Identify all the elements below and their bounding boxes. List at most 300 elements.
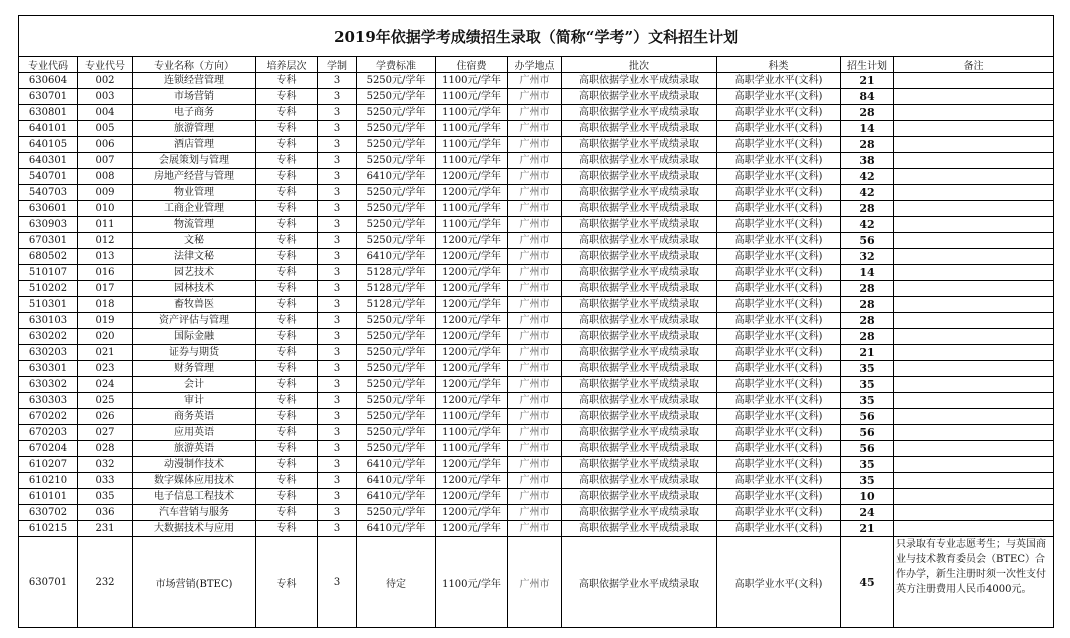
cell-note [894,217,1054,233]
cell-category: 高职学业水平(文科) [717,73,841,89]
cell-note [894,89,1054,105]
cell-batch: 高职依据学业水平成绩录取 [562,281,717,297]
cell-note [894,409,1054,425]
cell-num: 024 [78,377,133,393]
cell-plan: 24 [841,505,894,521]
cell-num: 023 [78,361,133,377]
cell-name: 电子信息工程技术 [133,489,256,505]
cell-note [894,441,1054,457]
cell-housing: 1100元/学年 [436,89,508,105]
cell-years: 3 [318,521,357,537]
cell-code: 610210 [19,473,78,489]
cell-num: 021 [78,345,133,361]
cell-batch: 高职依据学业水平成绩录取 [562,89,717,105]
cell-name: 法律文秘 [133,249,256,265]
cell-tuition: 5250元/学年 [357,377,436,393]
cell-years: 3 [318,73,357,89]
cell-name: 市场营销 [133,89,256,105]
cell-location: 广州市 [508,441,562,457]
cell-batch: 高职依据学业水平成绩录取 [562,297,717,313]
cell-level: 专科 [256,89,318,105]
cell-tuition: 5250元/学年 [357,425,436,441]
cell-years: 3 [318,457,357,473]
cell-name: 园林技术 [133,281,256,297]
cell-note [894,329,1054,345]
cell-housing: 1200元/学年 [436,489,508,505]
cell-years: 3 [318,201,357,217]
cell-years: 3 [318,217,357,233]
cell-level: 专科 [256,489,318,505]
cell-note [894,233,1054,249]
table-row [19,409,1054,425]
last-row-body [19,537,1054,628]
cell-num: 019 [78,313,133,329]
cell-tuition: 5250元/学年 [357,313,436,329]
cell-code: 630203 [19,345,78,361]
table-row [19,169,1054,185]
cell-years: 3 [318,441,357,457]
cell-num: 007 [78,153,133,169]
cell-code: 630303 [19,393,78,409]
cell-tuition: 5250元/学年 [357,505,436,521]
cell-years: 3 [318,361,357,377]
cell-tuition: 5250元/学年 [357,121,436,137]
table-row [19,457,1054,473]
cell-plan: 35 [841,377,894,393]
cell-tuition: 待定 [357,537,436,628]
cell-level: 专科 [256,217,318,233]
cell-level: 专科 [256,361,318,377]
cell-years: 3 [318,425,357,441]
cell-housing: 1200元/学年 [436,249,508,265]
cell-tuition: 5250元/学年 [357,345,436,361]
table-row [19,233,1054,249]
cell-level: 专科 [256,441,318,457]
cell-location: 广州市 [508,409,562,425]
cell-plan: 28 [841,201,894,217]
cell-plan: 35 [841,393,894,409]
cell-tuition: 6410元/学年 [357,473,436,489]
cell-level: 专科 [256,473,318,489]
cell-plan: 32 [841,249,894,265]
cell-location: 广州市 [508,361,562,377]
cell-housing: 1100元/学年 [436,441,508,457]
cell-tuition: 5250元/学年 [357,153,436,169]
table-row [19,329,1054,345]
table-row [19,313,1054,329]
cell-tuition: 5250元/学年 [357,105,436,121]
cell-location: 广州市 [508,457,562,473]
cell-tuition: 6410元/学年 [357,521,436,537]
cell-location: 广州市 [508,393,562,409]
cell-tuition: 6410元/学年 [357,169,436,185]
cell-num: 008 [78,169,133,185]
cell-code: 510301 [19,297,78,313]
cell-code: 610215 [19,521,78,537]
cell-location: 广州市 [508,281,562,297]
cell-batch: 高职依据学业水平成绩录取 [562,393,717,409]
cell-note [894,521,1054,537]
cell-tuition: 5250元/学年 [357,441,436,457]
table-row [19,201,1054,217]
cell-tuition: 5128元/学年 [357,265,436,281]
cell-location: 广州市 [508,377,562,393]
cell-location: 广州市 [508,473,562,489]
col-header-years: 学制 [318,57,357,73]
cell-housing: 1100元/学年 [436,105,508,121]
cell-plan: 28 [841,297,894,313]
cell-location: 广州市 [508,201,562,217]
cell-category: 高职学业水平(文科) [717,393,841,409]
cell-code: 630701 [19,537,78,628]
cell-level: 专科 [256,185,318,201]
cell-plan: 42 [841,217,894,233]
cell-name: 会计 [133,377,256,393]
cell-tuition: 5250元/学年 [357,233,436,249]
cell-plan: 21 [841,345,894,361]
cell-note [894,73,1054,89]
cell-plan: 42 [841,169,894,185]
col-header-location: 办学地点 [508,57,562,73]
cell-num: 011 [78,217,133,233]
cell-tuition: 5250元/学年 [357,393,436,409]
cell-category: 高职学业水平(文科) [717,233,841,249]
col-header-name: 专业名称（方向） [133,57,256,73]
cell-name: 汽车营销与服务 [133,505,256,521]
cell-note [894,505,1054,521]
cell-level: 专科 [256,201,318,217]
cell-batch: 高职依据学业水平成绩录取 [562,425,717,441]
cell-batch: 高职依据学业水平成绩录取 [562,377,717,393]
cell-housing: 1100元/学年 [436,537,508,628]
table-row [19,297,1054,313]
cell-plan: 35 [841,361,894,377]
cell-category: 高职学业水平(文科) [717,409,841,425]
cell-code: 630801 [19,105,78,121]
cell-location: 广州市 [508,265,562,281]
cell-housing: 1200元/学年 [436,521,508,537]
cell-years: 3 [318,121,357,137]
cell-code: 630903 [19,217,78,233]
cell-name: 物流管理 [133,217,256,233]
cell-num: 028 [78,441,133,457]
cell-housing: 1200元/学年 [436,329,508,345]
cell-num: 006 [78,137,133,153]
cell-category: 高职学业水平(文科) [717,329,841,345]
cell-category: 高职学业水平(文科) [717,281,841,297]
cell-name: 国际金融 [133,329,256,345]
cell-batch: 高职依据学业水平成绩录取 [562,105,717,121]
cell-level: 专科 [256,297,318,313]
header-row [19,57,1054,73]
cell-code: 610101 [19,489,78,505]
cell-num: 036 [78,505,133,521]
cell-category: 高职学业水平(文科) [717,89,841,105]
cell-location: 广州市 [508,345,562,361]
table-row [19,185,1054,201]
cell-category: 高职学业水平(文科) [717,425,841,441]
cell-name: 财务管理 [133,361,256,377]
cell-plan: 84 [841,89,894,105]
cell-batch: 高职依据学业水平成绩录取 [562,473,717,489]
cell-code: 540701 [19,169,78,185]
cell-batch: 高职依据学业水平成绩录取 [562,137,717,153]
cell-housing: 1200元/学年 [436,473,508,489]
cell-note [894,265,1054,281]
cell-name: 证券与期货 [133,345,256,361]
cell-category: 高职学业水平(文科) [717,441,841,457]
cell-batch: 高职依据学业水平成绩录取 [562,217,717,233]
table-row [19,473,1054,489]
cell-years: 3 [318,137,357,153]
table-row [19,521,1054,537]
cell-batch: 高职依据学业水平成绩录取 [562,489,717,505]
cell-housing: 1200元/学年 [436,377,508,393]
cell-location: 广州市 [508,121,562,137]
cell-batch: 高职依据学业水平成绩录取 [562,505,717,521]
cell-years: 3 [318,329,357,345]
cell-location: 广州市 [508,137,562,153]
cell-housing: 1200元/学年 [436,361,508,377]
cell-housing: 1200元/学年 [436,281,508,297]
cell-level: 专科 [256,137,318,153]
col-header-housing: 住宿费 [436,57,508,73]
cell-batch: 高职依据学业水平成绩录取 [562,537,717,628]
cell-batch: 高职依据学业水平成绩录取 [562,233,717,249]
cell-note [894,361,1054,377]
cell-code: 680502 [19,249,78,265]
cell-level: 专科 [256,169,318,185]
cell-tuition: 6410元/学年 [357,489,436,505]
cell-plan: 21 [841,73,894,89]
admission-plan-table [18,15,1054,628]
cell-category: 高职学业水平(文科) [717,521,841,537]
cell-level: 专科 [256,121,318,137]
cell-name: 大数据技术与应用 [133,521,256,537]
cell-category: 高职学业水平(文科) [717,537,841,628]
cell-name: 物业管理 [133,185,256,201]
table-row [19,217,1054,233]
cell-code: 630302 [19,377,78,393]
cell-num: 017 [78,281,133,297]
cell-location: 广州市 [508,537,562,628]
cell-tuition: 5250元/学年 [357,201,436,217]
cell-location: 广州市 [508,185,562,201]
cell-plan: 28 [841,137,894,153]
cell-batch: 高职依据学业水平成绩录取 [562,249,717,265]
cell-tuition: 5250元/学年 [357,217,436,233]
cell-plan: 21 [841,521,894,537]
cell-years: 3 [318,281,357,297]
cell-tuition: 5250元/学年 [357,137,436,153]
cell-plan: 56 [841,409,894,425]
cell-plan: 38 [841,153,894,169]
cell-level: 专科 [256,73,318,89]
cell-level: 专科 [256,505,318,521]
cell-years: 3 [318,489,357,505]
cell-plan: 14 [841,265,894,281]
cell-category: 高职学业水平(文科) [717,345,841,361]
cell-num: 026 [78,409,133,425]
table-row [19,425,1054,441]
cell-category: 高职学业水平(文科) [717,505,841,521]
cell-code: 670301 [19,233,78,249]
cell-note [894,393,1054,409]
table-row [19,281,1054,297]
cell-level: 专科 [256,521,318,537]
cell-category: 高职学业水平(文科) [717,217,841,233]
cell-code: 630702 [19,505,78,521]
cell-num: 004 [78,105,133,121]
cell-tuition: 6410元/学年 [357,249,436,265]
cell-code: 610207 [19,457,78,473]
cell-num: 035 [78,489,133,505]
cell-batch: 高职依据学业水平成绩录取 [562,185,717,201]
cell-note [894,201,1054,217]
cell-location: 广州市 [508,105,562,121]
cell-years: 3 [318,89,357,105]
cell-level: 专科 [256,377,318,393]
cell-housing: 1200元/学年 [436,457,508,473]
cell-location: 广州市 [508,89,562,105]
cell-note [894,153,1054,169]
cell-category: 高职学业水平(文科) [717,489,841,505]
cell-num: 003 [78,89,133,105]
cell-category: 高职学业水平(文科) [717,121,841,137]
cell-category: 高职学业水平(文科) [717,169,841,185]
table-row [19,489,1054,505]
cell-years: 3 [318,505,357,521]
cell-tuition: 5250元/学年 [357,361,436,377]
table-row [19,89,1054,105]
cell-housing: 1200元/学年 [436,345,508,361]
cell-plan: 28 [841,105,894,121]
table-row [19,137,1054,153]
cell-note: 只录取有专业志愿考生；与英国商业与技术教育委员会（BTEC）合作办学，新生注册时须一次性支付英方注册费用人民币4000元。 [894,537,1054,628]
cell-code: 630701 [19,89,78,105]
cell-num: 002 [78,73,133,89]
cell-location: 广州市 [508,73,562,89]
cell-tuition: 5250元/学年 [357,73,436,89]
col-header-category: 科类 [717,57,841,73]
cell-note [894,249,1054,265]
cell-category: 高职学业水平(文科) [717,473,841,489]
cell-batch: 高职依据学业水平成绩录取 [562,265,717,281]
table-row [19,153,1054,169]
cell-level: 专科 [256,249,318,265]
cell-note [894,377,1054,393]
cell-plan: 10 [841,489,894,505]
cell-note [894,297,1054,313]
cell-name: 数字媒体应用技术 [133,473,256,489]
cell-years: 3 [318,185,357,201]
cell-num: 020 [78,329,133,345]
table-row [19,441,1054,457]
cell-name: 园艺技术 [133,265,256,281]
cell-note [894,121,1054,137]
table-row [19,345,1054,361]
table-row [19,505,1054,521]
cell-housing: 1100元/学年 [436,153,508,169]
cell-location: 广州市 [508,297,562,313]
cell-batch: 高职依据学业水平成绩录取 [562,361,717,377]
cell-category: 高职学业水平(文科) [717,457,841,473]
cell-housing: 1200元/学年 [436,313,508,329]
cell-tuition: 5128元/学年 [357,297,436,313]
cell-plan: 56 [841,233,894,249]
table-row [19,377,1054,393]
cell-num: 018 [78,297,133,313]
cell-plan: 28 [841,329,894,345]
cell-batch: 高职依据学业水平成绩录取 [562,169,717,185]
cell-num: 010 [78,201,133,217]
cell-note [894,169,1054,185]
table-row [19,249,1054,265]
cell-name: 房地产经营与管理 [133,169,256,185]
cell-note [894,345,1054,361]
cell-location: 广州市 [508,425,562,441]
cell-location: 广州市 [508,329,562,345]
cell-tuition: 6410元/学年 [357,457,436,473]
cell-years: 3 [318,265,357,281]
cell-name: 畜牧兽医 [133,297,256,313]
col-header-tuition: 学费标准 [357,57,436,73]
col-header-note: 备注 [894,57,1054,73]
cell-location: 广州市 [508,217,562,233]
cell-level: 专科 [256,537,318,628]
cell-level: 专科 [256,329,318,345]
cell-housing: 1100元/学年 [436,121,508,137]
cell-housing: 1100元/学年 [436,425,508,441]
cell-level: 专科 [256,393,318,409]
cell-num: 025 [78,393,133,409]
cell-housing: 1200元/学年 [436,297,508,313]
cell-num: 009 [78,185,133,201]
cell-years: 3 [318,313,357,329]
cell-category: 高职学业水平(文科) [717,361,841,377]
cell-batch: 高职依据学业水平成绩录取 [562,329,717,345]
cell-batch: 高职依据学业水平成绩录取 [562,441,717,457]
cell-plan: 35 [841,457,894,473]
col-header-plan: 招生计划 [841,57,894,73]
cell-num: 012 [78,233,133,249]
table-row [19,265,1054,281]
cell-batch: 高职依据学业水平成绩录取 [562,153,717,169]
cell-code: 630604 [19,73,78,89]
table-title: 2019年依据学考成绩招生录取（简称“学考”）文科招生计划 [19,16,1054,57]
cell-location: 广州市 [508,313,562,329]
col-header-num: 专业代号 [78,57,133,73]
cell-category: 高职学业水平(文科) [717,377,841,393]
cell-name: 商务英语 [133,409,256,425]
cell-housing: 1200元/学年 [436,265,508,281]
cell-batch: 高职依据学业水平成绩录取 [562,409,717,425]
table-row-btec [19,537,1054,628]
cell-category: 高职学业水平(文科) [717,105,841,121]
cell-name: 工商企业管理 [133,201,256,217]
cell-level: 专科 [256,313,318,329]
cell-num: 027 [78,425,133,441]
table-body [19,73,1054,537]
cell-level: 专科 [256,457,318,473]
cell-housing: 1200元/学年 [436,393,508,409]
cell-plan: 42 [841,185,894,201]
cell-housing: 1200元/学年 [436,233,508,249]
cell-plan: 14 [841,121,894,137]
cell-name: 应用英语 [133,425,256,441]
cell-note [894,425,1054,441]
cell-category: 高职学业水平(文科) [717,185,841,201]
